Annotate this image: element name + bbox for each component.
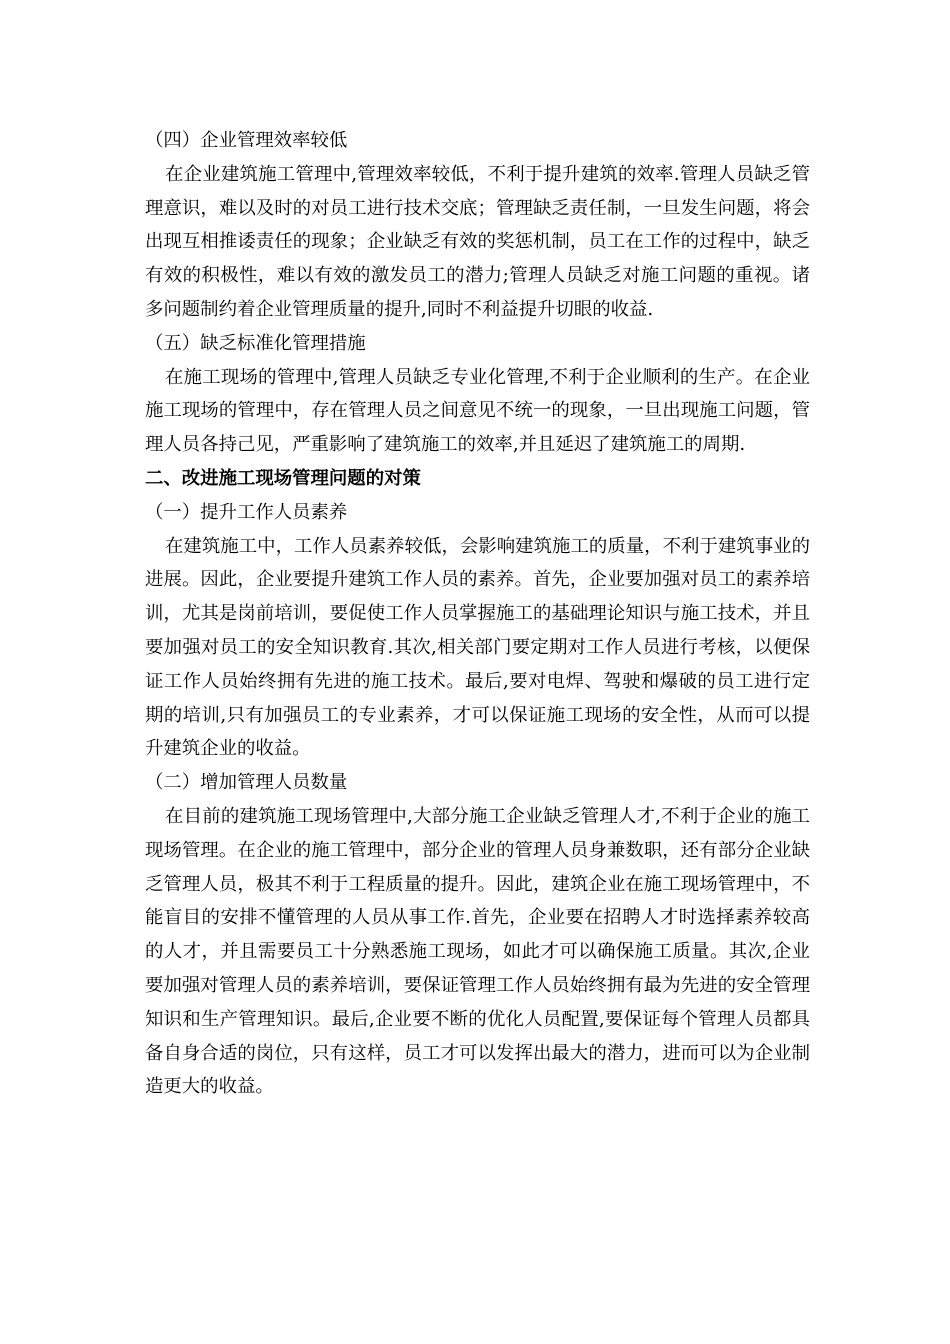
document-body [145,124,810,1104]
section-paragraph-4: 在企业建筑施工管理中,管理效率较低，不利于提升建筑的效率.管理人员缺乏管理意识，难以及时的对员工进行技术交底；管理缺乏责任制，一旦发生问题，将会出现互相推诿责任的现象；企业缺乏有效的奖惩机制，员工在工作的过程中，缺乏有效的积极性，难以有效的激发员工的潜力;管理人员缺乏对施工问题的重视。诸多问题制约着企业管理质量的提升,同时不利益提升切眼的收益. [145,163,810,320]
subsection-paragraph-1: 在建筑施工中，工作人员素养较低，会影响建筑施工的质量，不利于建筑事业的进展。因此，企业要提升建筑工作人员的素养。首先，企业要加强对员工的素养培训，尤其是岗前培训，要促使工作人员掌握施工的基础理论知识与施工技术，并且要加强对员工的安全知识教育.其次,相关部门要定期对工作人员进行考核，以便保证工作人员始终拥有先进的施工技术。最后,要对电焊、驾驶和爆破的员工进行定期的培训,只有加强员工的专业素养，才可以保证施工现场的安全性，从而可以提升建筑企业的收益。 [145,535,810,760]
subsection-paragraph-2: 在目前的建筑施工现场管理中,大部分施工企业缺乏管理人才,不利于企业的施工现场管理。在企业的施工管理中，部分企业的管理人员身兼数职，还有部分企业缺乏管理人员，极其不利于工程质量的提升。因此，建筑企业在施工现场管理中，不能盲目的安排不懂管理的人员从事工作.首先，企业要在招聘人才时选择素养较高的人才，并且需要员工十分熟悉施工现场，如此才可以确保施工质量。其次,企业要加强对管理人员的素养培训，要保证管理工作人员始终拥有最为先进的安全管理知识和生产管理知识。最后,企业要不断的优化人员配置,要保证每个管理人员都具备自身合适的岗位，只有这样，员工才可以发挥出最大的潜力，进而可以为企业制造更大的收益。 [145,805,810,1098]
section-heading-5: （五）缺乏标准化管理措施 [145,332,366,354]
subsection-heading-2: （二）增加管理人员数量 [145,772,348,794]
section-heading-4: （四）企业管理效率较低 [145,130,348,151]
main-heading-2: 二、改进施工现场管理问题的对策 [145,467,421,489]
section-paragraph-5: 在施工现场的管理中,管理人员缺乏专业化管理,不利于企业顺利的生产。在企业施工现场的管理中，存在管理人员之间意见不统一的现象，一旦出现施工问题，管理人员各持己见，严重影响了建筑施工的效率,并且延迟了建筑施工的周期. [145,366,810,456]
subsection-heading-1: （一）提升工作人员素养 [145,501,348,523]
